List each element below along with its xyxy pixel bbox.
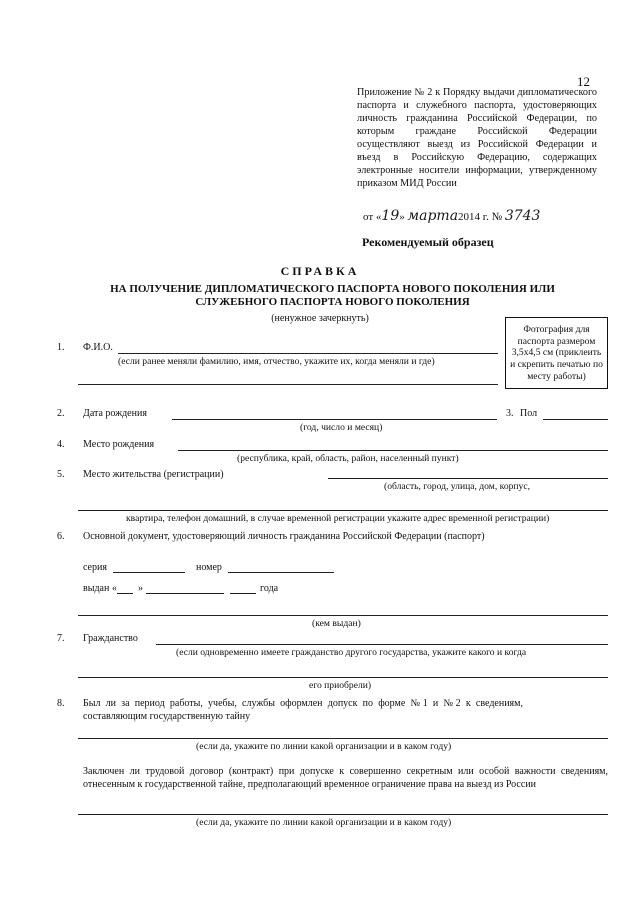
field-6-year-line[interactable] (230, 593, 256, 594)
date-day: 19 (381, 208, 400, 224)
field-4-number: 4. (57, 439, 65, 450)
contract-question-hint: (если да, укажите по линии какой организации и в каком году) (196, 817, 452, 828)
photo-box: Фотография для паспорта размером 3,5х4,5 см (приклеить и скрепить печатью по месту работы) (505, 317, 608, 389)
field-3-number: 3. (506, 408, 514, 419)
field-5-line-2[interactable] (78, 510, 608, 511)
field-1-hint: (если ранее меняли фамилию, имя, отчество, укажите их, когда меняли и где) (118, 356, 435, 367)
field-8-number: 8. (57, 698, 65, 709)
contract-question-line[interactable] (78, 814, 608, 815)
recommended-sample-label: Рекомендуемый образец (362, 235, 494, 249)
field-5-number: 5. (57, 469, 65, 480)
field-6-issued-mid: » (138, 583, 143, 594)
field-7-line-2[interactable] (78, 677, 608, 678)
field-6-hint: (кем выдан) (312, 618, 361, 629)
field-4-label: Место рождения (83, 439, 155, 450)
field-8-line[interactable] (78, 738, 608, 739)
field-4-line[interactable] (178, 450, 608, 451)
date-prefix: от « (363, 211, 382, 223)
field-6-month-line[interactable] (146, 593, 224, 594)
field-5-label: Место жительства (регистрации) (83, 469, 224, 480)
page-number: 12 (577, 74, 590, 89)
document-title: СПРАВКА (280, 264, 360, 278)
field-8-label: Был ли за период работы, учебы, службы оформлен допуск по форме №1 и №2 к сведениям, составляющим государственную тайну (83, 698, 523, 722)
date-month: марта (407, 208, 459, 224)
field-7-number: 7. (57, 633, 65, 644)
field-3-line[interactable] (543, 419, 608, 420)
field-6-number-line[interactable] (228, 572, 334, 573)
date-mid: » (399, 211, 405, 223)
field-3-label: Пол (520, 408, 538, 419)
field-6-issuer-line[interactable] (78, 615, 608, 616)
strike-note: (ненужное зачеркнуть) (271, 313, 369, 324)
appendix-text: Приложение № 2 к Порядку выдачи дипломатического паспорта и служебного паспорта, удостоверяющих личность гражданина Российской Федерации, по которым граждане Российской Федерации осуществляют выезд из Российской Федерации и въезд в Российскую Федерацию, содержащих электронные носители информации, утвержденному приказом МИД России (357, 87, 597, 189)
field-1-number: 1. (57, 342, 65, 353)
field-6-year-label: года (260, 583, 279, 594)
field-5-hint-1: (область, город, улица, дом, корпус, (384, 481, 530, 492)
field-1-line[interactable] (118, 353, 498, 354)
field-1-line-2[interactable] (78, 384, 498, 385)
field-2-label: Дата рождения (83, 408, 147, 419)
field-1-label: Ф.И.О. (83, 342, 113, 353)
field-2-number: 2. (57, 408, 65, 419)
field-6-series-line[interactable] (113, 572, 185, 573)
contract-question-label: Заключен ли трудовой договор (контракт) при допуске к совершенно секретным или особой важности сведениям, отнесенным к государственной тайне, предполагающий временное ограничение права на выезд из России (83, 766, 608, 790)
field-4-hint: (республика, край, область, район, населенный пункт) (237, 453, 459, 464)
field-5-line[interactable] (328, 478, 608, 479)
field-7-hint-2: его приобрели) (309, 680, 372, 691)
field-2-hint: (год, число и месяц) (300, 422, 383, 433)
field-6-number: 6. (57, 531, 65, 542)
field-7-label: Гражданство (83, 633, 138, 644)
field-6-label: Основной документ, удостоверяющий личность гражданина Российской Федерации (паспорт) (83, 531, 485, 542)
date-year: 2014 г. № (458, 211, 503, 223)
document-subtitle: НА ПОЛУЧЕНИЕ ДИПЛОМАТИЧЕСКОГО ПАСПОРТА НОВОГО ПОКОЛЕНИЯ ИЛИ СЛУЖЕБНОГО ПАСПОРТА НОВОГО ПОКОЛЕНИЯ (110, 283, 555, 308)
order-number: 3743 (504, 208, 541, 224)
field-2-line[interactable] (172, 419, 497, 420)
field-6-issued-label: выдан « (83, 583, 117, 594)
order-date-line (363, 208, 540, 226)
field-6-day-line[interactable] (117, 593, 133, 594)
field-7-hint-1: (если одновременно имеете гражданство другого государства, укажите какого и когда (176, 647, 527, 658)
field-5-hint-2: квартира, телефон домашний, в случае временной регистрации укажите адрес временной регистрации) (126, 513, 550, 524)
field-6-series-label: серия (83, 562, 107, 573)
field-8-hint: (если да, укажите по линии какой организации и в каком году) (196, 741, 452, 752)
field-6-number-label: номер (196, 562, 222, 573)
field-7-line[interactable] (156, 644, 608, 645)
